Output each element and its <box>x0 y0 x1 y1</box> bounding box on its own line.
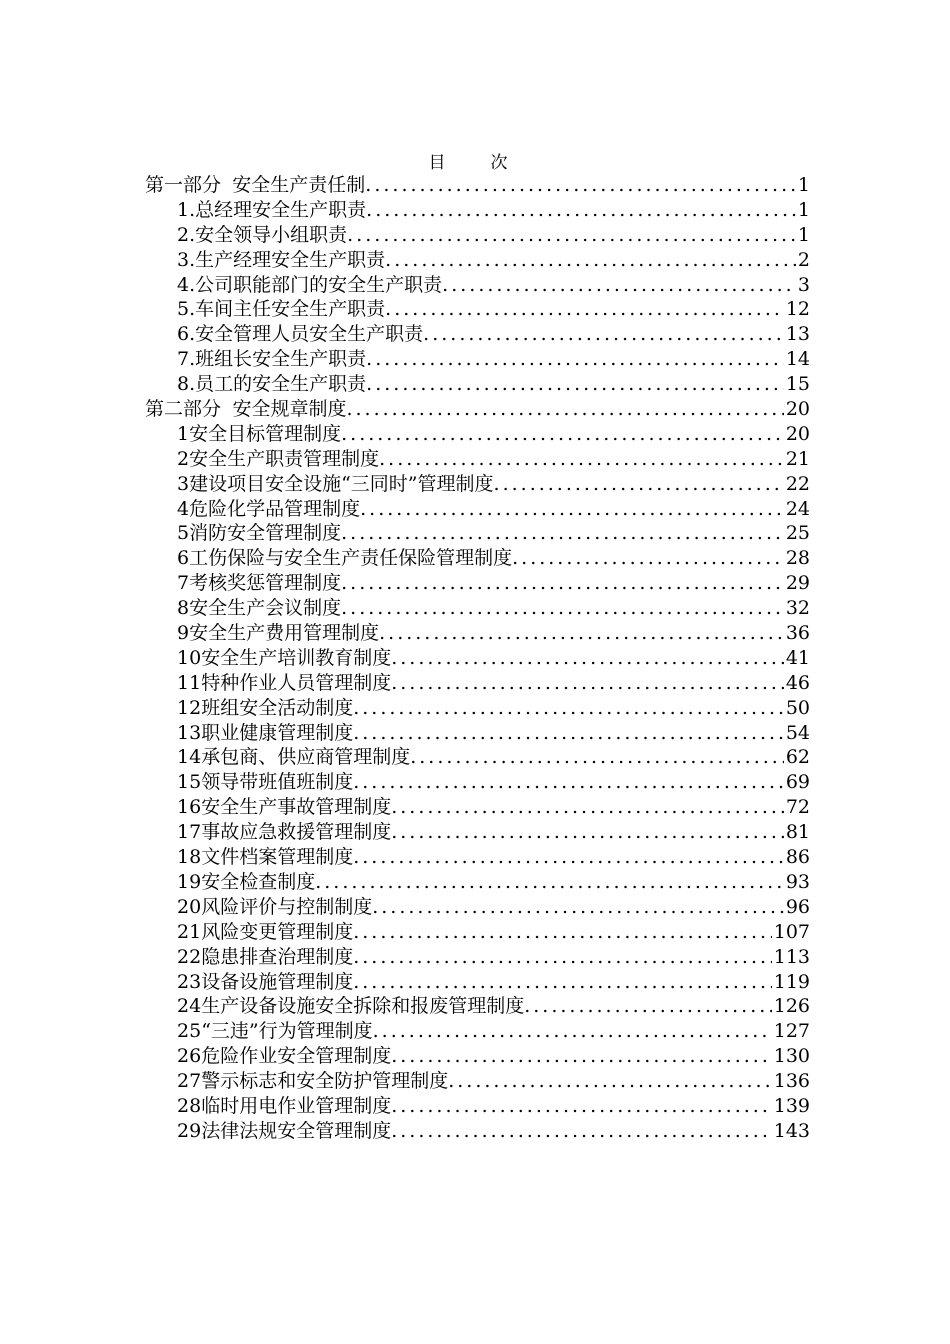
part-label: 第二部分 <box>145 398 222 421</box>
toc-entry[interactable] <box>145 273 810 298</box>
dot-leader <box>385 248 796 273</box>
entry-title: 车间主任安全生产职责 <box>195 298 386 321</box>
toc-entry[interactable] <box>145 372 810 397</box>
entry-title: 风险评价与控制制度 <box>201 895 373 918</box>
page-number: 107 <box>773 920 810 943</box>
dot-leader <box>373 1019 772 1044</box>
entry-title: 生产设备设施安全拆除和报废管理制度 <box>201 995 525 1018</box>
dot-leader <box>365 173 796 198</box>
entry-number: 1 <box>177 422 190 445</box>
toc-entry[interactable] <box>145 795 810 820</box>
table-of-contents <box>145 173 810 1144</box>
entry-number: 4. <box>177 273 196 296</box>
part-name: 安全规章制度 <box>232 398 347 421</box>
entry-title: 安全生产职责管理制度 <box>189 447 380 470</box>
dot-leader <box>391 795 784 820</box>
entry-number: 5. <box>177 298 196 321</box>
page-number: 93 <box>785 870 810 893</box>
dot-leader <box>341 521 784 546</box>
entry-title: 领导带班值班制度 <box>201 771 354 794</box>
entry-number: 10 <box>177 646 202 669</box>
entry-title: 事故应急救援管理制度 <box>201 821 392 844</box>
entry-title: 考核奖惩管理制度 <box>189 572 342 595</box>
dot-leader <box>391 820 784 845</box>
entry-title: 临时用电作业管理制度 <box>201 1094 392 1117</box>
dot-leader <box>391 1094 772 1119</box>
entry-title: 安全生产会议制度 <box>189 597 342 620</box>
entry-title: 安全检查制度 <box>201 870 316 893</box>
entry-title: 建设项目安全设施“三同时”管理制度 <box>189 472 494 495</box>
page-number: 20 <box>785 422 810 445</box>
toc-entry[interactable] <box>145 521 810 546</box>
entry-number: 15 <box>177 771 202 794</box>
entry-number: 12 <box>177 696 202 719</box>
toc-entry[interactable] <box>145 422 810 447</box>
page-number: 119 <box>773 970 810 993</box>
entry-title: 风险变更管理制度 <box>201 920 354 943</box>
dot-leader <box>385 297 784 322</box>
page-number: 1 <box>797 198 810 221</box>
entry-title: 警示标志和安全防护管理制度 <box>201 1070 449 1093</box>
entry-number: 1. <box>177 198 196 221</box>
page-number: 41 <box>785 646 810 669</box>
page-number: 86 <box>785 846 810 869</box>
entry-title: 班组安全活动制度 <box>201 696 354 719</box>
toc-entry[interactable] <box>145 621 810 646</box>
entry-number: 5 <box>177 522 190 545</box>
entry-number: 6. <box>177 323 196 346</box>
toc-entry[interactable] <box>145 447 810 472</box>
dot-leader <box>366 372 784 397</box>
page-number: 62 <box>785 746 810 769</box>
entry-number: 29 <box>177 1119 202 1142</box>
toc-entry[interactable] <box>145 472 810 497</box>
toc-entry[interactable] <box>145 596 810 621</box>
entry-title: 安全生产事故管理制度 <box>201 796 392 819</box>
entry-number: 14 <box>177 746 202 769</box>
entry-number: 13 <box>177 721 202 744</box>
page-number: 36 <box>785 622 810 645</box>
toc-entry[interactable] <box>145 571 810 596</box>
toc-entry[interactable] <box>145 1044 810 1069</box>
page-number: 136 <box>773 1070 810 1093</box>
page-number: 1 <box>797 223 810 246</box>
toc-entry-part[interactable] <box>145 397 810 422</box>
dot-leader <box>410 745 784 770</box>
entry-number: 27 <box>177 1070 202 1093</box>
toc-entry[interactable] <box>145 770 810 795</box>
toc-entry[interactable] <box>145 646 810 671</box>
entry-number: 21 <box>177 920 202 943</box>
toc-entry[interactable] <box>145 845 810 870</box>
page-number: 12 <box>785 298 810 321</box>
entry-title: 法律法规安全管理制度 <box>201 1119 392 1142</box>
entry-title: 安全管理人员安全生产职责 <box>195 323 424 346</box>
page-number: 2 <box>797 248 810 271</box>
entry-title: 特种作业人员管理制度 <box>201 671 392 694</box>
toc-entry[interactable] <box>145 1019 810 1044</box>
dot-leader <box>353 696 784 721</box>
dot-leader <box>391 1119 772 1144</box>
entry-title: 危险化学品管理制度 <box>189 497 361 520</box>
toc-entry[interactable] <box>145 497 810 522</box>
dot-leader <box>346 397 783 422</box>
page-number: 72 <box>785 796 810 819</box>
dot-leader <box>448 1069 772 1094</box>
entry-title: 生产经理安全生产职责 <box>195 248 386 271</box>
page-number: 28 <box>785 547 810 570</box>
page-number: 24 <box>785 497 810 520</box>
entry-number: 8. <box>177 373 196 396</box>
entry-number: 28 <box>177 1094 202 1117</box>
toc-entry[interactable] <box>145 820 810 845</box>
page-number: 54 <box>785 721 810 744</box>
toc-entry[interactable] <box>145 745 810 770</box>
entry-number: 25 <box>177 1020 202 1043</box>
toc-entry[interactable] <box>145 248 810 273</box>
toc-entry[interactable] <box>145 895 810 920</box>
page-number: 139 <box>773 1094 810 1117</box>
dot-leader <box>366 198 796 223</box>
dot-leader <box>353 721 784 746</box>
dot-leader <box>347 223 796 248</box>
toc-entry[interactable] <box>145 671 810 696</box>
entry-number: 11 <box>177 671 202 694</box>
entry-title: 承包商、供应商管理制度 <box>201 746 411 769</box>
entry-number: 2. <box>177 223 196 246</box>
toc-entry[interactable] <box>145 322 810 347</box>
dot-leader <box>353 845 784 870</box>
dot-leader <box>341 596 784 621</box>
entry-number: 8 <box>177 597 190 620</box>
page-number: 20 <box>785 398 810 421</box>
entry-number: 24 <box>177 995 202 1018</box>
toc-entry[interactable] <box>145 994 810 1019</box>
entry-title: “三违”行为管理制度 <box>201 1020 373 1043</box>
entry-number: 23 <box>177 970 202 993</box>
entry-number: 9 <box>177 622 190 645</box>
page-number: 29 <box>785 572 810 595</box>
dot-leader <box>366 347 784 372</box>
dot-leader <box>391 646 784 671</box>
page-number: 127 <box>773 1020 810 1043</box>
entry-number: 16 <box>177 796 202 819</box>
dot-leader <box>379 447 784 472</box>
entry-number: 18 <box>177 846 202 869</box>
entry-title: 安全生产培训教育制度 <box>201 646 392 669</box>
toc-entry[interactable] <box>145 870 810 895</box>
toc-entry-part[interactable] <box>145 173 810 198</box>
entry-number: 3 <box>177 472 190 495</box>
dot-leader <box>494 472 784 497</box>
entry-number: 6 <box>177 547 190 570</box>
page-number: 96 <box>785 895 810 918</box>
dot-leader <box>341 571 784 596</box>
dot-leader <box>372 895 784 920</box>
entry-title: 班组长安全生产职责 <box>195 348 367 371</box>
toc-entry[interactable] <box>145 297 810 322</box>
dot-leader <box>423 322 784 347</box>
page-number: 126 <box>773 995 810 1018</box>
entry-title: 工伤保险与安全生产责任保险管理制度 <box>189 547 513 570</box>
entry-title: 公司职能部门的安全生产职责 <box>195 273 443 296</box>
entry-number: 3. <box>177 248 196 271</box>
entry-number: 19 <box>177 870 202 893</box>
toc-entry[interactable] <box>145 970 810 995</box>
entry-number: 17 <box>177 821 202 844</box>
dot-leader <box>353 920 772 945</box>
entry-title: 危险作业安全管理制度 <box>201 1045 392 1068</box>
page-number: 46 <box>785 671 810 694</box>
dot-leader <box>391 671 784 696</box>
toc-entry[interactable] <box>145 546 810 571</box>
page-number: 32 <box>785 597 810 620</box>
entry-title: 设备设施管理制度 <box>201 970 354 993</box>
dot-leader <box>379 621 784 646</box>
toc-entry[interactable] <box>145 1094 810 1119</box>
toc-entry[interactable] <box>145 696 810 721</box>
page-number: 15 <box>785 373 810 396</box>
dot-leader <box>353 945 772 970</box>
page-number: 143 <box>773 1119 810 1142</box>
page-number: 25 <box>785 522 810 545</box>
dot-leader <box>512 546 784 571</box>
page-number: 13 <box>785 323 810 346</box>
toc-entry[interactable] <box>145 1069 810 1094</box>
page-number: 81 <box>785 821 810 844</box>
entry-title: 消防安全管理制度 <box>189 522 342 545</box>
page-number: 113 <box>773 945 810 968</box>
page-number: 21 <box>785 447 810 470</box>
entry-number: 7 <box>177 572 190 595</box>
dot-leader <box>353 970 772 995</box>
entry-title: 安全生产费用管理制度 <box>189 622 380 645</box>
page-number: 50 <box>785 696 810 719</box>
entry-number: 7. <box>177 348 196 371</box>
page-number: 14 <box>785 348 810 371</box>
entry-number: 26 <box>177 1045 202 1068</box>
toc-entry[interactable] <box>145 920 810 945</box>
entry-title: 安全目标管理制度 <box>189 422 342 445</box>
dot-leader <box>341 422 784 447</box>
entry-number: 4 <box>177 497 190 520</box>
dot-leader <box>360 497 784 522</box>
toc-entry[interactable] <box>145 721 810 746</box>
entry-title: 职业健康管理制度 <box>201 721 354 744</box>
entry-title: 员工的安全生产职责 <box>195 373 367 396</box>
entry-title: 文件档案管理制度 <box>201 846 354 869</box>
entry-title: 总经理安全生产职责 <box>195 198 367 221</box>
toc-entry[interactable] <box>145 223 810 248</box>
entry-number: 20 <box>177 895 202 918</box>
page-number: 130 <box>773 1045 810 1068</box>
toc-entry[interactable] <box>145 347 810 372</box>
entry-number: 22 <box>177 945 202 968</box>
dot-leader <box>442 273 796 298</box>
page-number: 22 <box>785 472 810 495</box>
dot-leader <box>524 994 772 1019</box>
toc-entry[interactable] <box>145 945 810 970</box>
dot-leader <box>391 1044 772 1069</box>
page-number: 1 <box>797 174 810 196</box>
part-label: 第一部分 <box>145 174 222 196</box>
entry-title: 安全领导小组职责 <box>195 223 348 246</box>
toc-entry[interactable] <box>145 1119 810 1144</box>
page-number: 69 <box>785 771 810 794</box>
entry-number: 2 <box>177 447 190 470</box>
page-number: 3 <box>797 273 810 296</box>
entry-title: 隐患排查治理制度 <box>201 945 354 968</box>
toc-title: 目 次 <box>428 153 522 173</box>
dot-leader <box>315 870 784 895</box>
part-name: 安全生产责任制 <box>232 174 366 196</box>
dot-leader <box>353 770 784 795</box>
toc-entry[interactable] <box>145 198 810 223</box>
